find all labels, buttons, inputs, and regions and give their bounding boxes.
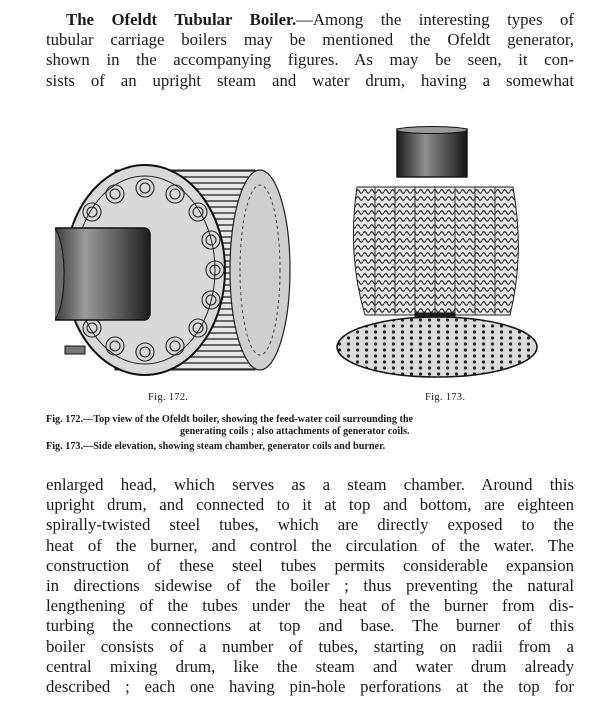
fig-173-label: Fig. 173. <box>425 392 466 403</box>
top-paragraph <box>46 10 574 91</box>
paragraph-line: The Ofeldt Tubular Boiler.—Among the interesting types of <box>66 10 574 29</box>
paragraph-line: described ; each one having pin-hole perforations at the top for <box>46 677 574 697</box>
paragraph-line: tubular carriage boilers may be mentioned the Ofeldt generator, <box>46 30 574 50</box>
fig-172-caption-line2: generating coils ; also attachments of generator coils. <box>180 426 410 437</box>
paragraph-line: heat of the burner, and control the circulation of the water. The <box>46 535 574 555</box>
paragraph-line: sists of an upright steam and water drum, having a somewhat <box>46 70 574 90</box>
paragraph-line: in directions sidewise of the boiler ; thus preventing the natural <box>46 576 574 596</box>
paragraph-line: shown in the accompanying figures. As may be seen, it con- <box>46 50 574 70</box>
fig-172-caption-line1: Fig. 172.—Top view of the Ofeldt boiler, showing the feed-water coil surrounding the <box>46 414 414 425</box>
paragraph-line: enlarged head, which serves as a steam chamber. Around this <box>46 475 574 494</box>
paragraph-line: upright drum, and connected to it at top and bottom, are eighteen <box>46 495 574 515</box>
paragraph-line: spirally-twisted steel tubes, which are directly exposed to the <box>46 515 574 535</box>
paragraph-line: construction of these steel tubes permits considerable expansion <box>46 555 574 575</box>
bottom-paragraph <box>46 475 574 697</box>
section-heading: The Ofeldt Tubular Boiler. <box>66 10 297 29</box>
fig-172-label: Fig. 172. <box>148 392 189 403</box>
fig-173-caption: Fig. 173.—Side elevation, showing steam chamber, generator coils and burner. <box>46 441 386 452</box>
fig-173-illustration <box>335 125 550 387</box>
paragraph-line: central mixing drum, like the steam and water drum already <box>46 656 574 676</box>
paragraph-line: turbing the connections at top and base. The burner of this <box>46 616 574 636</box>
paragraph-line: boiler consists of a number of tubes, starting on radii from a <box>46 636 574 656</box>
paragraph-line: lengthening of the tubes under the heat of the burner from dis- <box>46 596 574 616</box>
fig-172-illustration <box>55 150 325 390</box>
